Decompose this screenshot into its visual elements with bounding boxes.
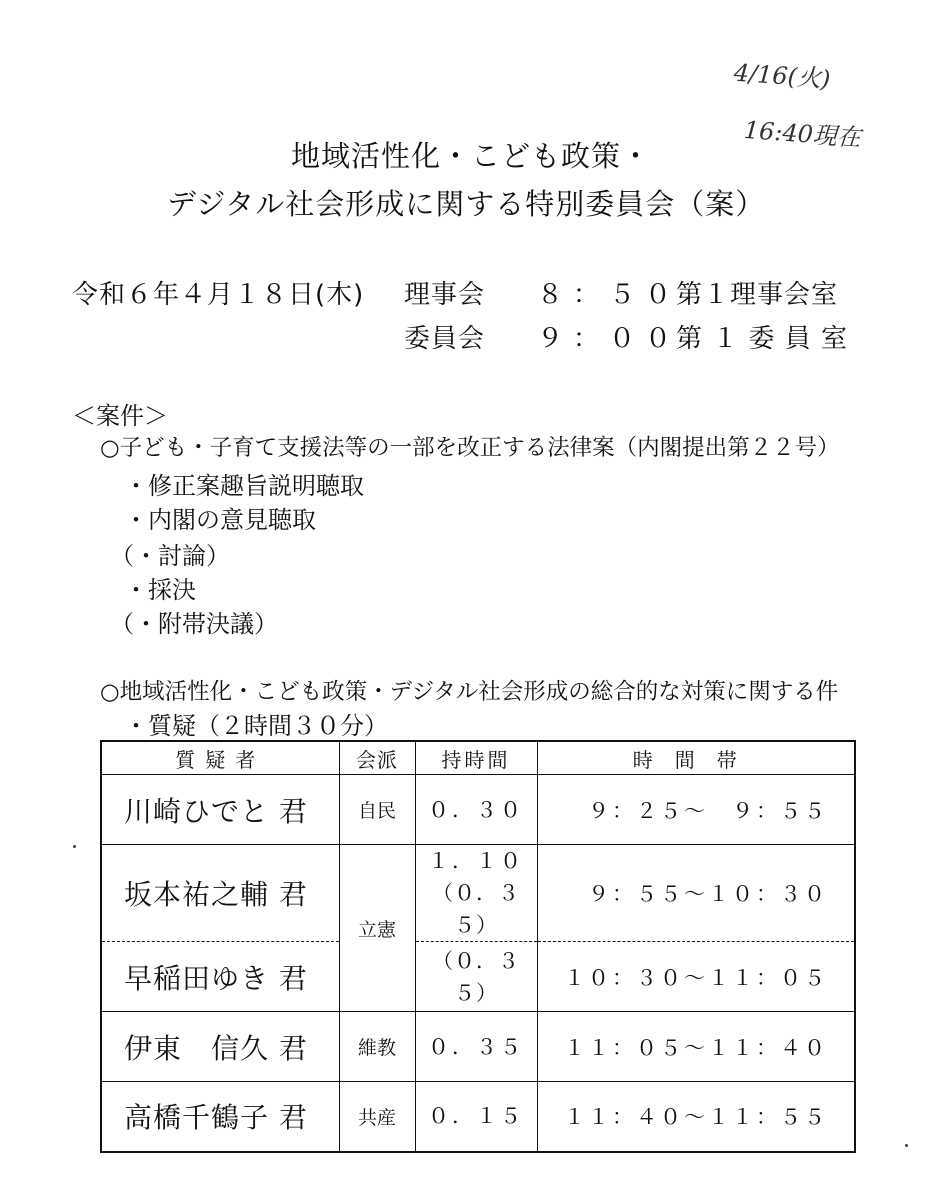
schedule-room-board: 第１理事会室 [676,280,839,310]
table-row [101,845,855,942]
scan-speck [73,845,76,848]
agenda-item1-step: （・附帯決議） [110,610,278,638]
time-slot: １０：３０～１１：０５ [537,942,855,1012]
questioner-name: 早稲田ゆき 君 [101,942,339,1012]
allotted-time: ０．３０ [415,775,537,845]
party-name: 立憲 [339,845,415,1012]
schedule-time-committee: ９：００ [537,324,682,354]
questioner-name: 高橋千鶴子 君 [101,1082,339,1152]
allotted-time [415,845,537,942]
schedule-label-committee: 委員会 [404,324,486,354]
table-row [101,1012,855,1082]
allotted-time: （０．３５） [415,942,537,1012]
header-party: 会派 [339,741,415,775]
scan-speck [905,1144,908,1147]
table-header-row [101,741,855,775]
table-row [101,942,855,1012]
questioner-name: 伊東 信久 君 [101,1012,339,1082]
party-name: 自民 [339,775,415,845]
time-slot: １１：０５～１１：４０ [537,1012,855,1082]
agenda-item2-sub: ・質疑（２時間３０分） [124,712,388,740]
header-time-slot: 時間帯 [537,741,855,775]
time-slot: ９：５５～１０：３０ [537,845,855,942]
handwritten-time: 16:40現在 [742,115,862,153]
header-questioner: 質疑者 [101,741,339,775]
questioner-name: 川崎ひでと 君 [101,775,339,845]
schedule-room-committee: 第 １ 委 員 室 [676,324,849,354]
party-name: 維教 [339,1012,415,1082]
table-row [101,775,855,845]
agenda-item1-step: ・内閣の意見聴取 [124,506,316,534]
party-name: 共産 [339,1082,415,1152]
schedule-time-board: ８：５０ [537,280,682,310]
document-title-line2: デジタル社会形成に関する特別委員会（案） [167,187,766,221]
allotted-time-sub: （０．３５） [432,881,520,937]
questioner-name: 坂本祐之輔 君 [101,845,339,942]
agenda-item1-title: ○子ども・子育て支援法等の一部を改正する法律案（内閣提出第２２号） [100,435,840,461]
questioning-table [100,740,856,1153]
agenda-item1-step: ・採決 [124,576,196,604]
agenda-item2-title: ○地域活性化・こども政策・デジタル社会形成の総合的な対策に関する件 [100,679,839,705]
allotted-time: ０．３５ [415,1012,537,1082]
meeting-date: 令和６年４月１８日(木) [72,280,365,310]
time-slot: ９：２５～ ９：５５ [537,775,855,845]
document-title-line1: 地域活性化・こども政策・ [291,139,652,173]
allotted-time-main: １．１０ [428,849,524,873]
agenda-item1-step: ・修正案趣旨説明聴取 [124,472,364,500]
agenda-header: ＜案件＞ [72,402,168,430]
agenda-item1-step: （・討論） [110,542,230,570]
header-allotted-time: 持時間 [415,741,537,775]
time-slot: １１：４０～１１：５５ [537,1082,855,1152]
schedule-label-board: 理事会 [404,280,486,310]
table-row [101,1082,855,1152]
allotted-time: ０．１５ [415,1082,537,1152]
handwritten-date: 4/16(火) [732,58,832,94]
